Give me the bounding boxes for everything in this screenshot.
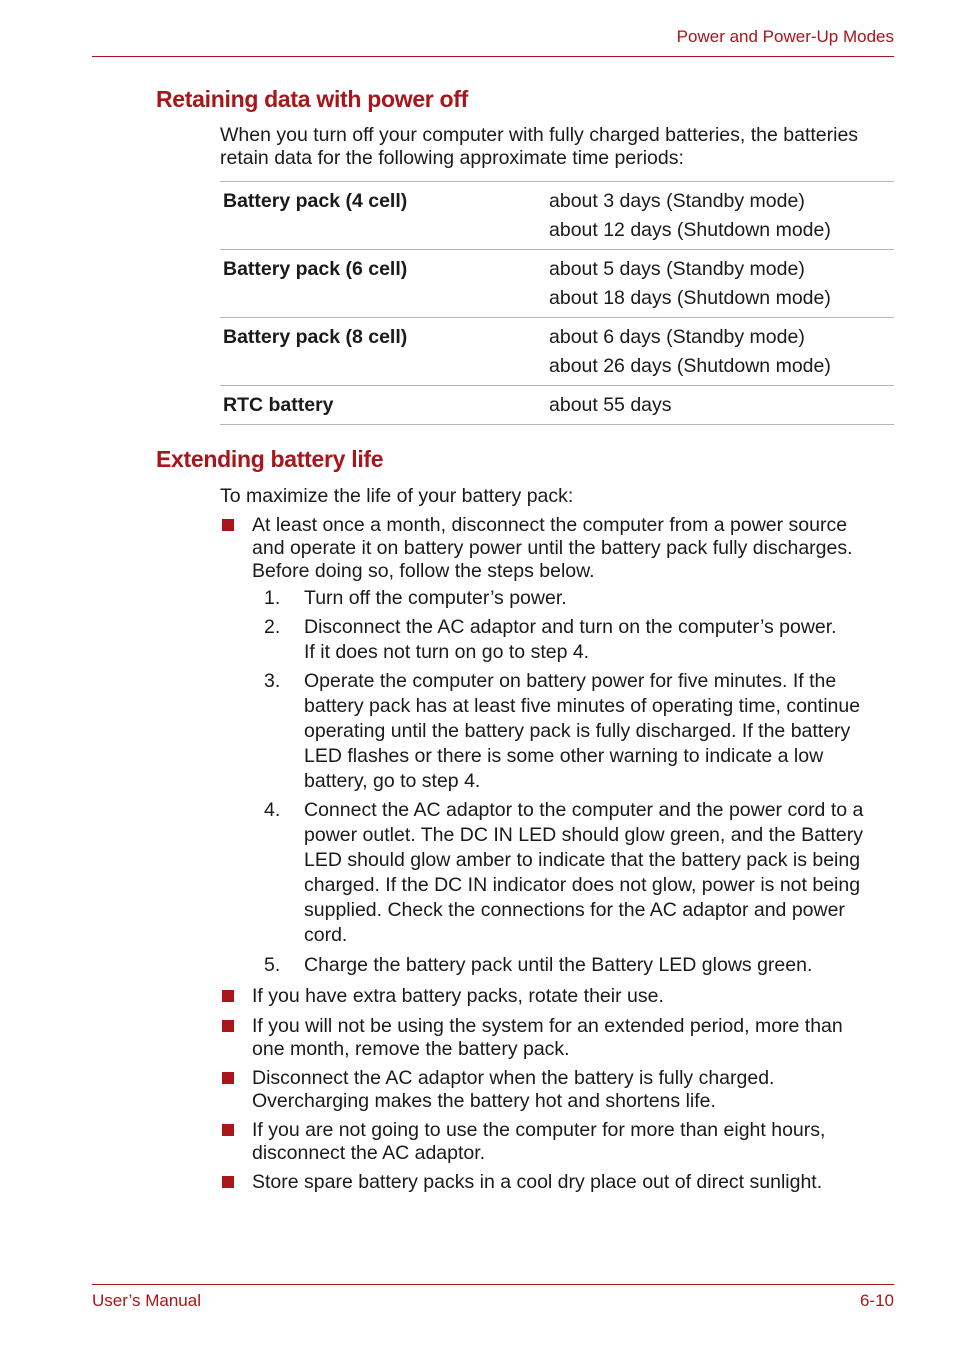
step-number: 1. bbox=[264, 587, 281, 609]
bullet-square-icon bbox=[222, 519, 234, 531]
value-line: about 26 days (Shutdown mode) bbox=[549, 355, 831, 377]
step-item: 2. Disconnect the AC adaptor and turn on the computer’s power. If it does not turn on go to step 4. bbox=[264, 616, 837, 663]
value-line: about 12 days (Shutdown mode) bbox=[549, 219, 831, 241]
section1-intro bbox=[220, 124, 894, 170]
battery-retention-table bbox=[220, 181, 894, 425]
value-line: about 3 days (Standby mode) bbox=[549, 190, 805, 212]
step-number: 3. bbox=[264, 670, 281, 692]
intro-line: retain data for the following approximate time periods: bbox=[220, 147, 684, 169]
table-item-label: Battery pack (4 cell) bbox=[223, 190, 408, 212]
step-number: 2. bbox=[264, 616, 281, 638]
section2-intro: To maximize the life of your battery pack: bbox=[220, 485, 574, 507]
section-heading-retaining-data: Retaining data with power off bbox=[156, 86, 469, 112]
value-line: about 18 days (Shutdown mode) bbox=[549, 287, 831, 309]
bullet-square-icon bbox=[222, 1176, 234, 1188]
value-line: about 55 days bbox=[549, 394, 672, 416]
step-item: 4. Connect the AC adaptor to the computer and the power cord to a power outlet. The DC IN LED should glow green, and the Battery LED should glow amber to indicate that the battery pack is being charged. If the DC IN indicator does not glow, power is not being supplied. Check the connections for the AC adaptor and power cord. bbox=[264, 799, 864, 946]
footer-rule bbox=[92, 1284, 894, 1285]
bullet-item: Disconnect the AC adaptor when the battery is fully charged. Overcharging makes the battery hot and shortens life. bbox=[220, 1067, 894, 1113]
table-item-label: Battery pack (6 cell) bbox=[223, 258, 408, 280]
table-row bbox=[220, 182, 894, 250]
bullet-item: At least once a month, disconnect the computer from a power source and operate it on battery power until the battery pack fully discharges. Before doing so, follow the steps below. bbox=[220, 514, 894, 583]
bullet-square-icon bbox=[222, 1020, 234, 1032]
table-item-value bbox=[549, 318, 894, 386]
step-item: 1. Turn off the computer’s power. bbox=[264, 587, 567, 609]
table-row bbox=[220, 250, 894, 318]
bullet-square-icon bbox=[222, 1124, 234, 1136]
step-number: 4. bbox=[264, 799, 281, 821]
value-line: about 6 days (Standby mode) bbox=[549, 326, 805, 348]
intro-line: When you turn off your computer with fully charged batteries, the batteries bbox=[220, 124, 859, 146]
bullet-item: If you will not be using the system for an extended period, more than one month, remove the battery pack. bbox=[220, 1015, 894, 1061]
bullet-square-icon bbox=[222, 1072, 234, 1084]
step-item: 5. Charge the battery pack until the Battery LED glows green. bbox=[264, 954, 813, 976]
bullet-item: If you have extra battery packs, rotate their use. bbox=[220, 985, 894, 1008]
bullet-item: If you are not going to use the computer for more than eight hours, disconnect the AC adaptor. bbox=[220, 1119, 894, 1165]
page-number: 6-10 bbox=[859, 1291, 894, 1310]
section-heading-extending-battery-life: Extending battery life bbox=[156, 446, 384, 472]
table-item-value bbox=[549, 250, 894, 318]
table-item-label: RTC battery bbox=[223, 394, 334, 416]
table-item-label: Battery pack (8 cell) bbox=[223, 326, 408, 348]
bullet-square-icon bbox=[222, 990, 234, 1002]
value-line: about 5 days (Standby mode) bbox=[549, 258, 805, 280]
table-row bbox=[220, 318, 894, 386]
step-number: 5. bbox=[264, 954, 281, 976]
table-item-value bbox=[549, 386, 894, 425]
bullet-item: Store spare battery packs in a cool dry place out of direct sunlight. bbox=[220, 1171, 894, 1194]
header-rule bbox=[92, 56, 894, 57]
table-item-value bbox=[549, 182, 894, 250]
step-item: 3. Operate the computer on battery power for five minutes. If the battery pack has at least five minutes of operating time, continue operating until the battery pack is fully discharged. If the battery LED flashes or there is some other warning to indicate a low battery, go to step 4. bbox=[264, 670, 861, 792]
running-header: Power and Power-Up Modes bbox=[676, 27, 894, 46]
table-row bbox=[220, 386, 894, 425]
footer-manual-title: User’s Manual bbox=[92, 1291, 201, 1310]
